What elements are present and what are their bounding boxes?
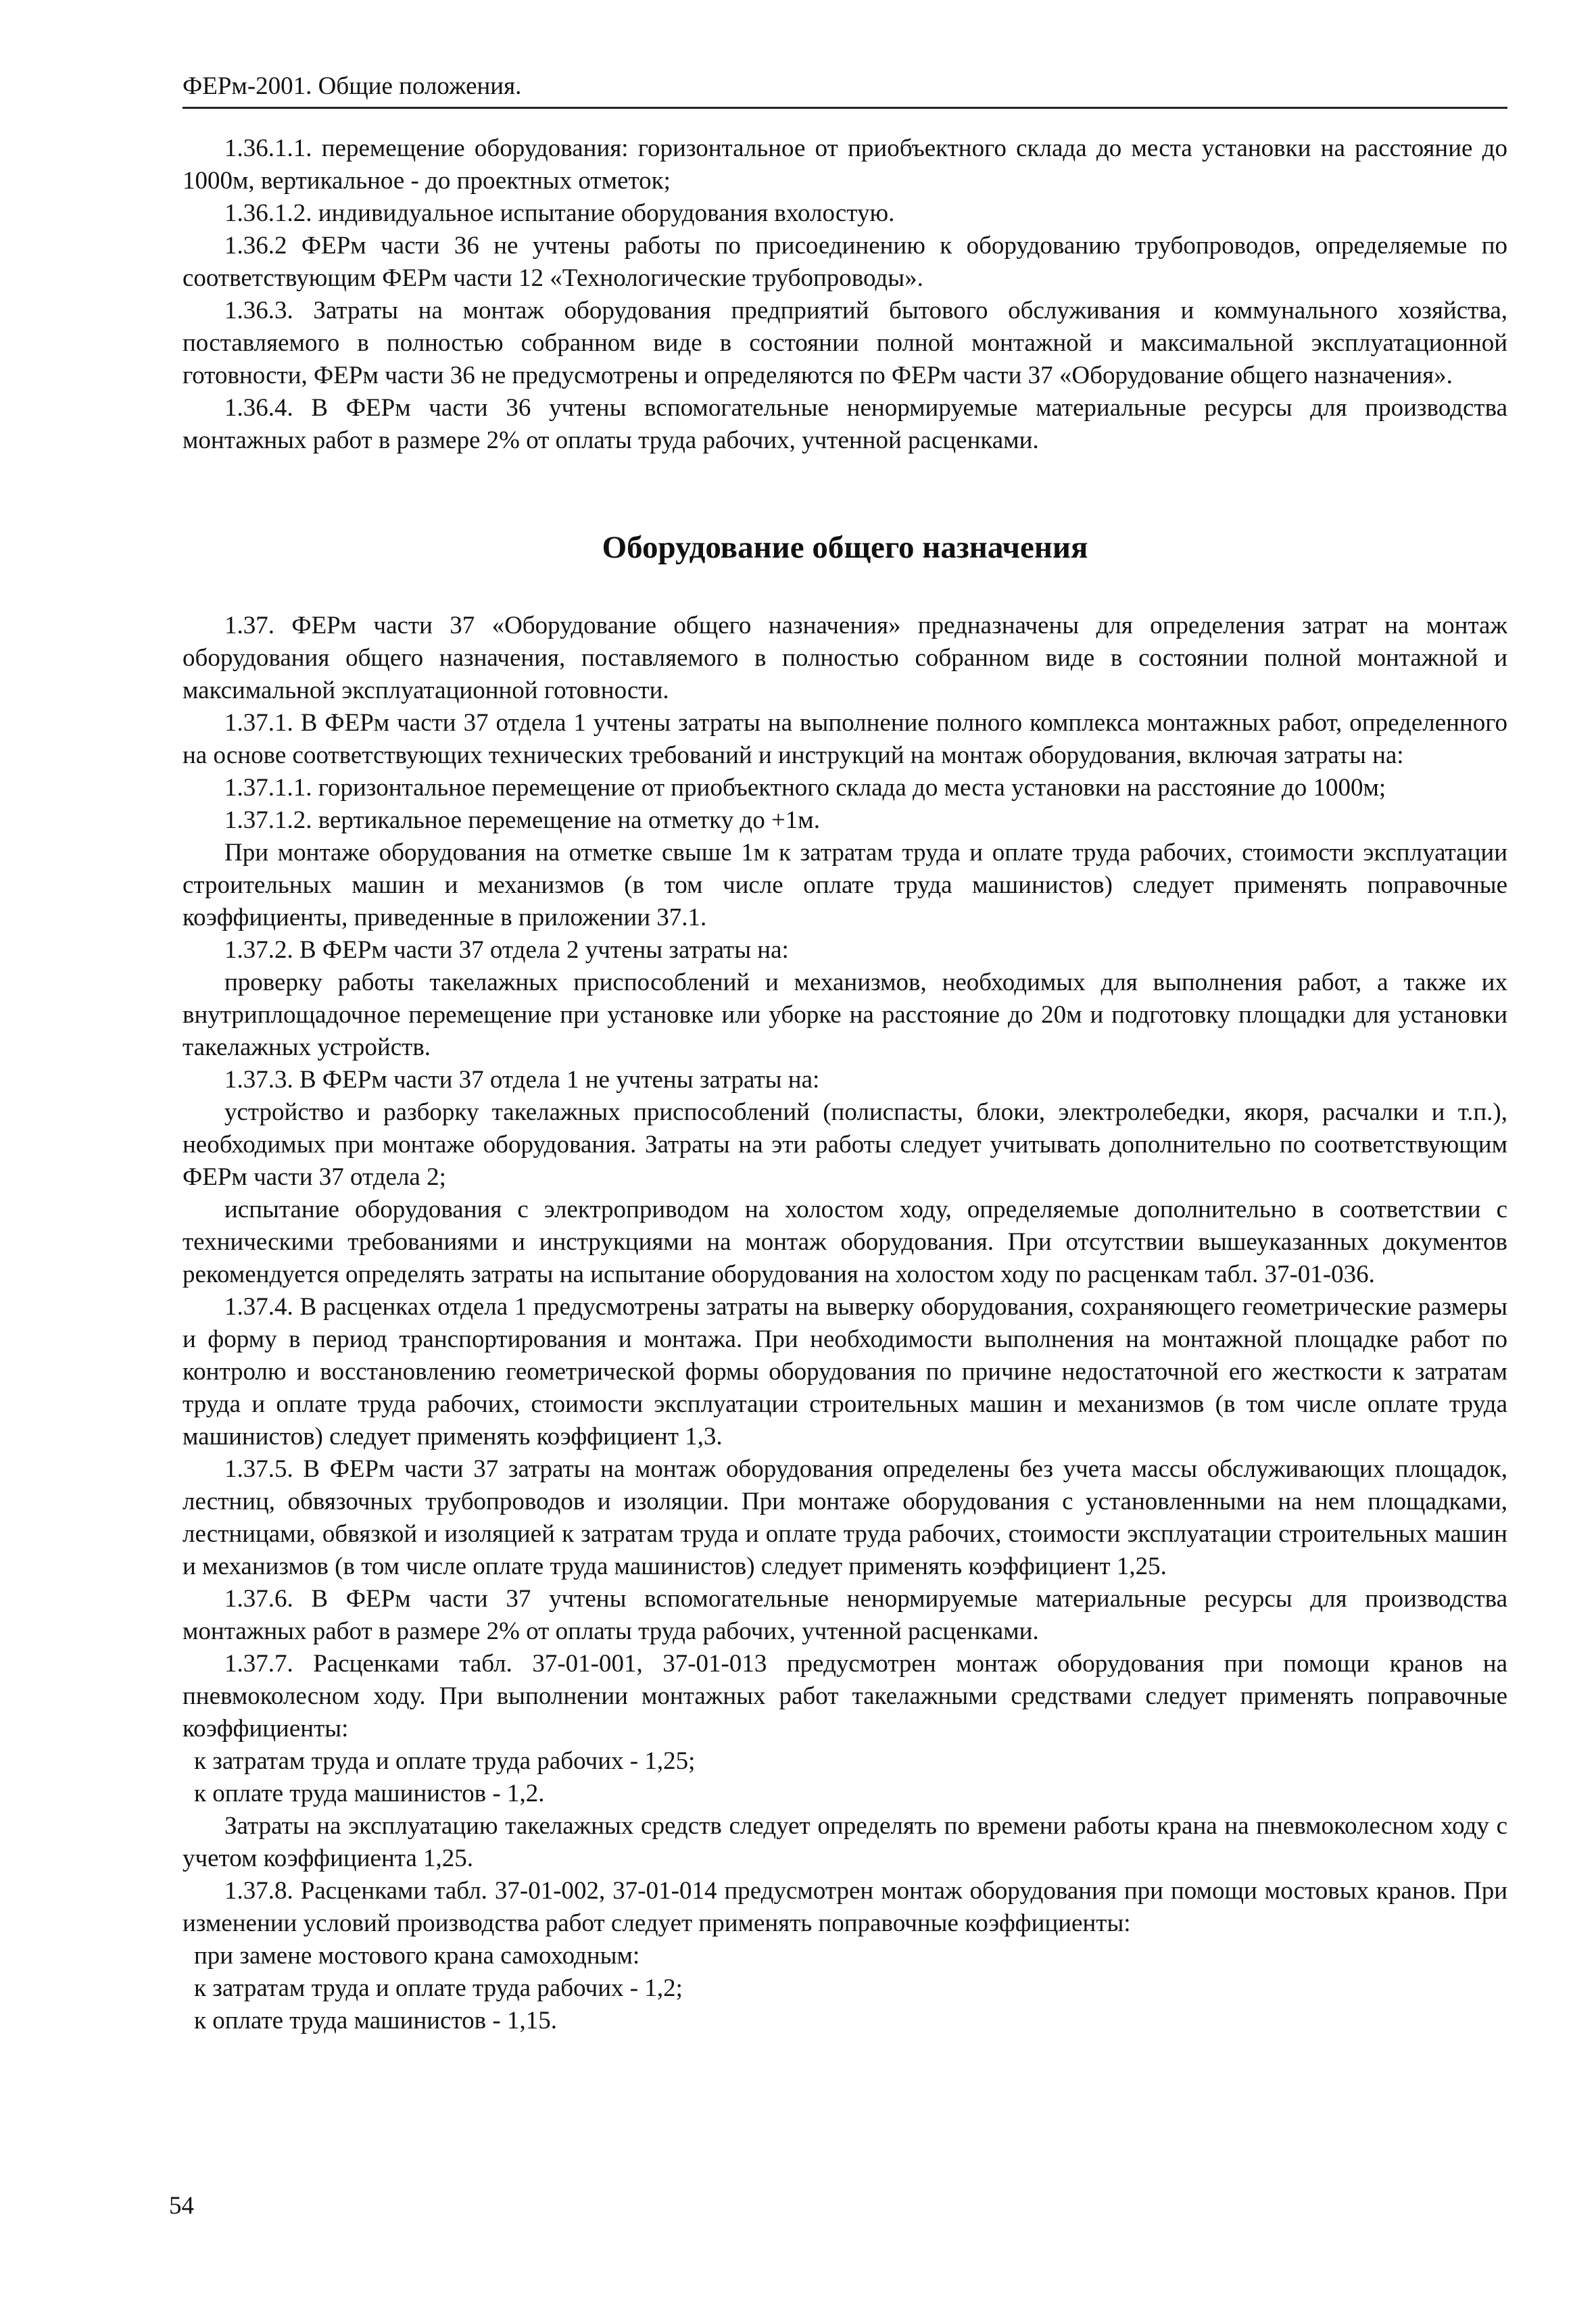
paragraph: 1.37.2. В ФЕРм части 37 отдела 2 учтены затраты на: xyxy=(224,936,789,964)
paragraph: к затратам труда и оплате труда рабочих - 1,25; xyxy=(194,1747,696,1775)
paragraph: 1.37.4. В расценках отдела 1 предусмотрены затраты на выверку оборудования, сохраняющего геометрические размеры и форму в период транспортирования и монтажа. При необходимости выполнения на монтажной площадке работ по контролю и восстановлению геометрической формы оборудования по причине недостаточной его жесткости к затратам труда и оплате труда рабочих, стоимости эксплуатации строительных машин и механизмов (в том числе оплате труда машинистов) следует применять коэффициент 1,3. xyxy=(183,1293,1507,1451)
page-header: ФЕРм-2001. Общие положения. xyxy=(183,72,522,100)
header-rule xyxy=(183,107,1507,109)
paragraph: 1.37. ФЕРм части 37 «Оборудование общего назначения» предназначены для определения затрат на монтаж оборудования общего назначения, поставляемого в полностью собранном виде в состоянии полной монтажной и максимальной эксплуатационной готовности. xyxy=(183,612,1507,704)
paragraph: 1.37.1.1. горизонтальное перемещение от приобъектного склада до места установки на расстояние до 1000м; xyxy=(224,774,1386,802)
paragraph: 1.36.2 ФЕРм части 36 не учтены работы по присоединению к оборудованию трубопроводов, определяемые по соответствующим ФЕРм части 12 «Технологические трубопроводы». xyxy=(183,232,1507,292)
paragraph: Затраты на эксплуатацию такелажных средств следует определять по времени работы крана на пневмоколесном ходу с учетом коэффициента 1,25. xyxy=(183,1812,1507,1872)
paragraph: к оплате труда машинистов - 1,2. xyxy=(194,1780,545,1807)
paragraph: 1.36.1.1. перемещение оборудования: горизонтальное от приобъектного склада до места установки на расстояние до 1000м, вертикальное - до проектных отметок; xyxy=(183,135,1507,195)
paragraph: к оплате труда машинистов - 1,15. xyxy=(194,2007,557,2034)
paragraph: 1.37.5. В ФЕРм части 37 затраты на монтаж оборудования определены без учета массы обслуживающих площадок, лестниц, обвязочных трубопроводов и изоляции. При монтаже оборудования с установленными на нем площадками, лестницами, обвязкой и изоляцией к затратам труда и оплате труда рабочих, стоимости эксплуатации строительных машин и механизмов (в том числе оплате труда машинистов) следует применять коэффициент 1,25. xyxy=(183,1455,1507,1580)
section-36-text xyxy=(183,132,1507,457)
paragraph: 1.37.1. В ФЕРм части 37 отдела 1 учтены затраты на выполнение полного комплекса монтажных работ, определенного на основе соответствующих технических требований и инструкций на монтаж оборудования, включая затраты на: xyxy=(183,709,1507,769)
paragraph: испытание оборудования с электроприводом на холостом ходу, определяемые дополнительно в соответствии с техническими требованиями и инструкциями на монтаж оборудования. При отсутствии вышеуказанных документов рекомендуется определять затраты на испытание оборудования на холостом ходу по расценкам табл. 37-01-036. xyxy=(183,1196,1507,1288)
paragraph: 1.37.1.2. вертикальное перемещение на отметку до +1м. xyxy=(224,806,820,834)
paragraph: устройство и разборку такелажных приспособлений (полиспасты, блоки, электролебедки, якоря, расчалки и т.п.), необходимых при монтаже оборудования. Затраты на эти работы следует учитывать дополнительно по соответствующим ФЕРм части 37 отдела 2; xyxy=(183,1098,1507,1191)
paragraph: При монтаже оборудования на отметке свыше 1м к затратам труда и оплате труда рабочих, стоимости эксплуатации строительных машин и механизмов (в том числе оплате труда машинистов) следует применять поправочные коэффициенты, приведенные в приложении 37.1. xyxy=(183,839,1507,931)
section-37-text xyxy=(183,610,1507,2037)
page-number: 54 xyxy=(169,2192,194,2220)
paragraph: 1.36.1.2. индивидуальное испытание оборудования вхолостую. xyxy=(224,199,895,227)
paragraph: 1.36.4. В ФЕРм части 36 учтены вспомогательные ненормируемые материальные ресурсы для производства монтажных работ в размере 2% от оплаты труда рабочих, учтенной расценками. xyxy=(183,394,1507,454)
paragraph: 1.37.7. Расценками табл. 37-01-001, 37-01-013 предусмотрен монтаж оборудования при помощи кранов на пневмоколесном ходу. При выполнении монтажных работ такелажными средствами следует применять поправочные коэффициенты: xyxy=(183,1650,1507,1743)
paragraph: 1.36.3. Затраты на монтаж оборудования предприятий бытового обслуживания и коммунального хозяйства, поставляемого в полностью собранном виде в состоянии полной монтажной и максимальной эксплуатационной готовности, ФЕРм части 36 не предусмотрены и определяются по ФЕРм части 37 «Оборудование общего назначения». xyxy=(183,297,1507,389)
paragraph: к затратам труда и оплате труда рабочих - 1,2; xyxy=(194,1974,683,2002)
paragraph: 1.37.3. В ФЕРм части 37 отдела 1 не учтены затраты на: xyxy=(224,1066,820,1094)
section-title: Оборудование общего назначения xyxy=(602,530,1088,565)
paragraph: проверку работы такелажных приспособлений и механизмов, необходимых для выполнения работ, а также их внутриплощадочное перемещение при установке или уборке на расстояние до 20м и подготовку площадки для установки такелажных устройств. xyxy=(183,969,1507,1061)
paragraph: 1.37.8. Расценками табл. 37-01-002, 37-01-014 предусмотрен монтаж оборудования при помощи мостовых кранов. При изменении условий производства работ следует применять поправочные коэффициенты: xyxy=(183,1877,1507,1937)
paragraph: 1.37.6. В ФЕРм части 37 учтены вспомогательные ненормируемые материальные ресурсы для производства монтажных работ в размере 2% от оплаты труда рабочих, учтенной расценками. xyxy=(183,1585,1507,1645)
paragraph: при замене мостового крана самоходным: xyxy=(194,1942,640,1970)
